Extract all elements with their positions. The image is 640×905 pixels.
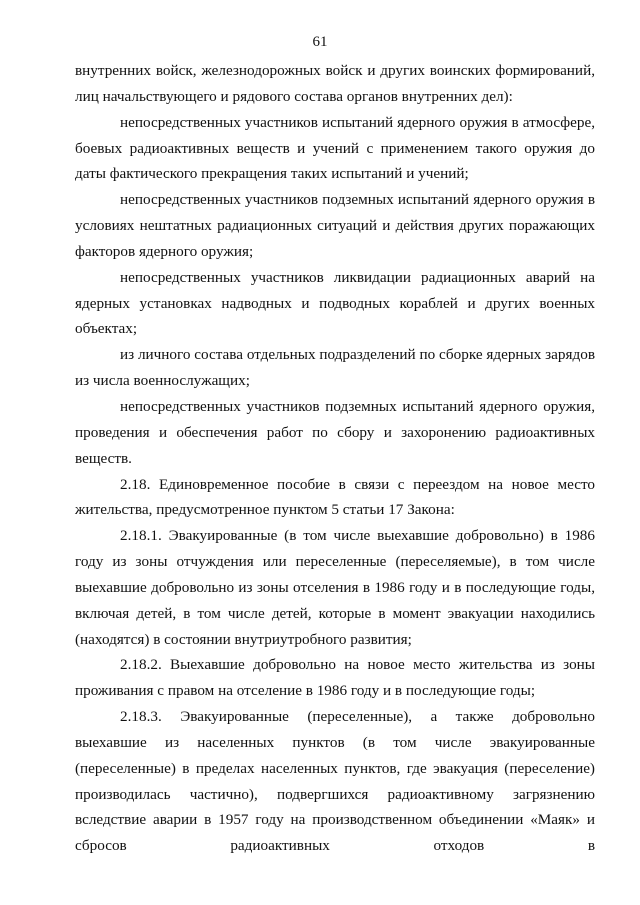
paragraph: 2.18.2. Выехавшие добровольно на новое место жительства из зоны проживания с правом на отселение в 1986 году и в последующие годы; (75, 656, 595, 700)
paragraph: из личного состава отдельных подразделений по сборке ядерных зарядов из числа военнослужащих; (75, 346, 595, 390)
paragraph: непосредственных участников испытаний ядерного оружия в атмосфере, боевых радиоактивных веществ и учений с применением такого оружия до даты фактического прекращения таких испытаний и учений; (75, 113, 595, 183)
paragraph: 2.18.1. Эвакуированные (в том числе выехавшие добровольно) в 1986 году из зоны отчуждения или переселенные (переселяемые), в том числе выехавшие добровольно из зоны отселения в 1986 году и в последующие годы, включая детей, в том числе детей, которые в момент эвакуации находились (находятся) в состоянии внутриутробного развития; (75, 527, 595, 648)
paragraph: непосредственных участников ликвидации радиационных аварий на ядерных установках надводных и подводных кораблей и других военных объектах; (75, 268, 595, 338)
paragraph: непосредственных участников подземных испытаний ядерного оружия в условиях нештатных радиационных ситуаций и действия других поражающих факторов ядерного оружия; (75, 191, 595, 260)
paragraph: 2.18. Единовременное пособие в связи с переездом на новое место жительства, предусмотренное пунктом 5 статьи 17 Закона: (75, 475, 595, 519)
paragraph: внутренних войск, железнодорожных войск и других воинских формирований, лиц начальствующего и рядового состава органов внутренних дел): (75, 62, 595, 105)
paragraph: непосредственных участников подземных испытаний ядерного оружия, проведения и обеспечения работ по сбору и захоронению радиоактивных веществ. (75, 397, 595, 467)
page-number: 61 (312, 34, 328, 50)
document-body (75, 58, 595, 859)
paragraph-continued: 2.18.3. Эвакуированные (переселенные), а также добровольно выехавшие из населенных пунктов (в том числе эвакуированные (переселенные) в пределах населенных пунктов, где эвакуация (переселение) производилась частично), подвергшихся радиоактивному загрязнению вследствие аварии в 1957 году на производственном объединении «Маяк» и сбросов радиоактивных отходов в (75, 708, 595, 855)
